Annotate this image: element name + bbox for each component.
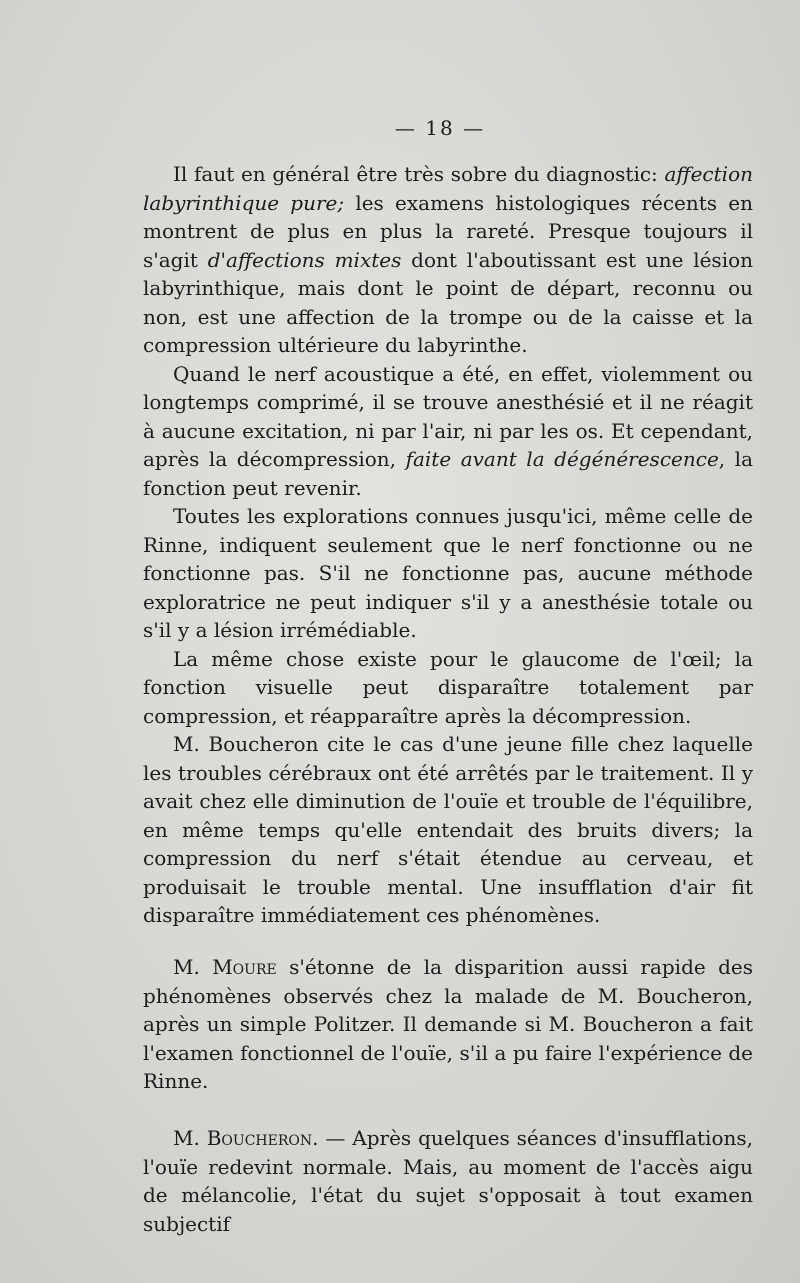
body-text bbox=[143, 160, 753, 930]
speaker-name: Moure bbox=[212, 955, 277, 979]
paragraph-4: La même chose existe pour le glaucome de l'œil; la fonction visuelle peut disparaître totalement par compression, et réapparaître après la décompression. bbox=[143, 646, 753, 728]
discussion-boucheron bbox=[143, 1124, 753, 1238]
paragraph-5: M. Boucheron cite le cas d'une jeune fille chez laquelle les troubles cérébraux ont été arrêtés par le traitement. Il y avait chez elle diminution de l'ouïe et trouble de l'équilibre, en même temps qu'elle entendait des bruits divers; la compression du nerf s'était étendue au cerveau, et produisait le trouble mental. Une insufflation d'air fit disparaître immédiatement ces phénomènes. bbox=[143, 732, 753, 927]
paragraph-2: Quand le nerf acoustique a été, en effet, violemment ou longtemps comprimé, il se trouve anesthésié et il ne réagit à aucune excitation, ni par l'air, ni par les os. Et cependant, après la décompression, faite avant la dégénérescence, la fonction peut revenir. bbox=[143, 361, 753, 500]
speaker-name: Boucheron. bbox=[206, 1126, 319, 1150]
paragraph-1: Il faut en général être très sobre du diagnostic: affection labyrinthique pure; les examens histologiques récents en montrent de plus en plus la rareté. Presque toujours il s'agit d'affections mixtes dont l'aboutissant est une lésion labyrinthique, mais dont le point de départ, reconnu ou non, est une affection de la trompe ou de la caisse et la compression ultérieure du labyrinthe. bbox=[143, 162, 754, 357]
paragraph-6: M. Moure s'étonne de la disparition aussi rapide des phénomènes observés chez la malade de M. Boucheron, après un simple Politzer. Il demande si M. Boucheron a fait l'examen fonctionnel de l'ouïe, s'il a pu faire l'expérience de Rinne. bbox=[143, 955, 753, 1093]
page-number: — 18 — bbox=[394, 116, 486, 140]
paragraph-7: M. Boucheron. — Après quelques séances d'insufflations, l'ouïe redevint normale. Mais, au moment de l'accès aigu de mélancolie, l'état du sujet s'opposait à tout examen subjectif bbox=[143, 1126, 753, 1236]
discussion-moure bbox=[143, 953, 753, 1096]
paragraph-3: Toutes les explorations connues jusqu'ici, même celle de Rinne, indiquent seulement que le nerf fonctionne ou ne fonctionne pas. S'il ne fonctionne pas, aucune méthode exploratrice ne peut indiquer s'il y a anesthésie totale ou s'il y a lésion irrémédiable. bbox=[143, 504, 753, 642]
